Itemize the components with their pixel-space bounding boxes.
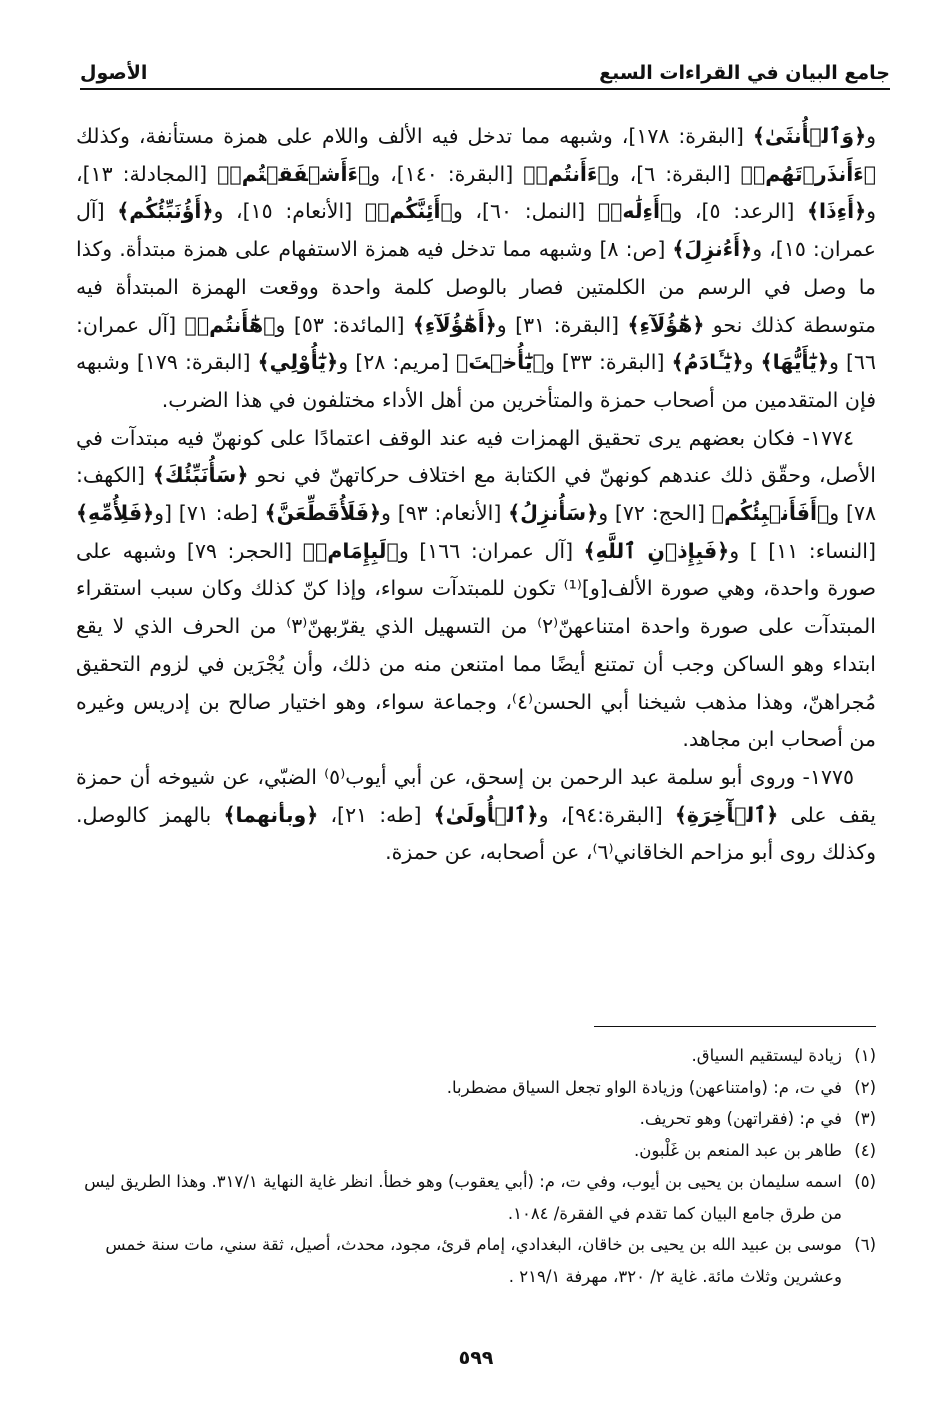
quran-word: ﴿ءَأَنتُمۡ﴾	[523, 161, 610, 186]
quran-word: ﴿ٱلۡأٓخِرَةِ﴾	[674, 802, 779, 827]
quran-word: ﴿أَفَأَنۢبِئُكُم﴾	[711, 501, 830, 526]
text-run: [طه: ٢١]،	[318, 802, 434, 827]
text-run: [البقرة: ١٧٩] وشبهه فإن المتقدمين من أصحاب حمزة والمتأخرين من أهل الأداء مختلفون في هذا الضرب.	[76, 350, 876, 412]
footnote-number: (٣)	[854, 1109, 876, 1128]
footnote-text: موسى بن عبيد الله بن يحيى بن خاقان، البغدادي، إمام قرئ، مجود، محدث، أصيل، ثقة سني، مات سنة خمس وعشرين وثلاث مائة. غاية ٢/ ٣٢٠، مهرفة ٢١٩/١ .	[105, 1235, 842, 1286]
quran-word: ﴿أَءُنزِلَ﴾	[672, 237, 753, 262]
text-run: [البقرة:٩٤]، و	[538, 802, 675, 827]
quran-word: ﴿يَٰٓأُوْلِي﴾	[257, 350, 339, 375]
quran-word: ﴿فَبِإِذۡنِ ٱللَّهِ﴾	[583, 538, 730, 563]
footnote	[76, 1072, 876, 1104]
footnote-text: طاهر بن عبد المنعم بن غَلْبون.	[633, 1140, 842, 1160]
footnote-separator	[594, 1026, 876, 1027]
running-header	[80, 58, 890, 90]
text-run: بالهمز كالوصل. وكذلك روى أبو مزاحم الخاقاني⁽٦⁾، عن أصحابه، عن حمزة.	[76, 802, 876, 865]
page-number: ٥٩٩	[458, 1347, 494, 1369]
quran-word: ﴿وَٱلۡأُنثَىٰ﴾	[752, 124, 867, 148]
footnote-number: (٤)	[854, 1140, 876, 1160]
footnote-text: اسمه سليمان بن يحيى بن أيوب، وفي ت، م: (أبي يعقوب) وهو خطأ. انظر غاية النهاية ٣١٧/١. وهذا الطريق ليس من طرق جامع البيان كما تقدم في الفقرة/ ١٠٨٤.	[84, 1172, 842, 1223]
quran-word: ﴿يَٰٓأَيُّهَا﴾	[760, 350, 829, 375]
footnote-text: في م: (فقراتهن) وهو تحريف.	[639, 1109, 842, 1128]
quran-word: ﴿فَلِأُمِّهِ﴾	[76, 501, 155, 526]
text-run: ١٧٧٥- وروى أبو سلمة عبد الرحمن بن إسحق، عن أبي أيوب⁽٥⁾ الضبّي، عن شيوخه أن حمزة يقف على	[76, 764, 877, 827]
quran-word: ﴿وبأنهما﴾	[223, 802, 319, 827]
footnote	[76, 1040, 876, 1072]
book-title: جامع البيان في القراءات السبع	[599, 62, 890, 84]
text-run: [ص: ٨] وشبهه مما تدخل فيه همزة الاستفهام على همزة مبتدأة. وكذا ما وصل في الرسم من الكلمتين فصار بالوصل كلمة واحدة ووقعت الهمزة المبتدأة فيه متوسطة كذلك نحو	[76, 237, 876, 337]
text-run: [طه: ٧١] [و	[154, 501, 265, 526]
quran-word: ﴿فَلَأُقَطِّعَنَّ﴾	[264, 501, 382, 526]
quran-word: ﴿ٱلۡأُولَىٰ﴾	[433, 802, 539, 827]
footnote	[76, 1103, 876, 1135]
footnote	[76, 1135, 876, 1167]
text-run: ١٧٧٤- فكان بعضهم يرى تحقيق الهمزات فيه عند الوقف اعتمادًا على كونهنّ فيه مبتدآت في الأصل، وحقّق ذلك عندهم كونهنّ في الكتابة مع اختلاف حركاتهنّ في نحو	[76, 425, 876, 488]
footnote-number: (٦)	[854, 1235, 876, 1254]
footnote-number: (٢)	[854, 1077, 876, 1097]
footnote-number: (٥)	[854, 1172, 876, 1191]
text-run: [مريم: ٢٨] و	[338, 350, 457, 375]
paragraph	[76, 759, 876, 872]
text-run: [الحج: ٧٢] و	[598, 501, 712, 526]
footnote-text: زيادة ليستقيم السياق.	[691, 1046, 842, 1065]
footnote-number: (١)	[854, 1046, 876, 1065]
quran-word: ﴿أَءِذَا﴾	[807, 199, 867, 224]
text-run: و	[743, 350, 761, 375]
footnotes	[76, 1040, 876, 1292]
text-run: [الأنعام: ١٥]، و	[213, 199, 365, 224]
footnote-text: في ت، م: (وامتناعهن) وزيادة الواو تجعل السياق مضطربا.	[446, 1077, 842, 1097]
text-run: [النساء: ١١] ] و	[729, 538, 876, 563]
quran-word: ﴿هَٰٓؤُلَآءِ﴾	[627, 312, 705, 337]
footnote	[76, 1229, 876, 1292]
text-run: و	[866, 124, 876, 148]
text-run: [الأنعام: ٩٣] و	[381, 501, 509, 526]
section-title: الأصول	[80, 62, 148, 84]
text-run: [آل عمران: ١٥]، و	[76, 199, 876, 262]
text-run: [آل عمران: ١٦٦] و	[398, 538, 584, 563]
quran-word: ﴿يَٰٓـَٔادَمُ﴾	[671, 350, 744, 375]
quran-word: ﴿سَأُنَبِّئُكَ﴾	[152, 463, 249, 488]
footnote	[76, 1166, 876, 1229]
text-run: [الحجر: ٧٩] وشبهه على صورة واحدة، وهي صورة الألف[و]⁽¹⁾ تكون للمبتدآت سواء، وإذا كنّ كذلك وكان سبب استقراء المبتدآت على صورة واحدة امتناعهنّ⁽٢⁾ من التسهيل الذي يقرّبهنّ⁽٣⁾ من الحرف الذي لا يقع ابتداء وهو الساكن وجب أن تمتنع أيضًا مما امتنعن منه من ذلك، وأن يُجْرَين في لزوم التحقيق مُجراهنّ، وهذا مذهب شيخنا أبي الحسن⁽٤⁾، وجماعة سواء، وهو اختيار صالح بن إدريس وغيره من أصحاب ابن مجاهد.	[76, 538, 876, 752]
text-run: [النمل: ٦٠]، و	[452, 199, 598, 224]
quran-word: ﴿أَءِلَٰهٞ﴾	[597, 199, 673, 224]
quran-word: ﴿سَأُنزِلُ﴾	[508, 501, 599, 526]
quran-word: ﴿هَٰٓأَنتُمۡ﴾	[184, 312, 276, 337]
text-run: [البقرة: ٣٣] و	[544, 350, 672, 375]
text-run: [البقرة: ٣١] و	[496, 312, 628, 337]
quran-word: ﴿ءَأَشۡفَقۡتُمۡ﴾	[217, 161, 371, 186]
main-text	[76, 118, 876, 872]
text-run: [الكهف: ٧٨] و	[76, 463, 876, 526]
quran-word: ﴿يَٰٓأُخۡتَ﴾	[456, 350, 545, 375]
paragraph	[76, 118, 876, 420]
text-run: [البقرة: ٦]، و	[609, 161, 741, 186]
quran-word: ﴿أَؤُنَبِّئُكُم﴾	[117, 199, 214, 224]
text-run: [البقرة: ١٧٨]، وشبهه مما تدخل فيه الألف واللام على همزة مستأنفة، وكذلك	[76, 124, 753, 148]
text-run: [المائدة: ٥٣] و	[275, 312, 413, 337]
text-run: [الرعد: ٥]، و	[672, 199, 808, 224]
text-run: [آل عمران: ٦٦] و	[76, 312, 877, 375]
text-run: [المجادلة: ١٣]، و	[76, 161, 877, 224]
paragraph	[76, 420, 876, 759]
quran-word: ﴿أَهَٰٓؤُلَآءِ﴾	[412, 312, 497, 337]
text-run: [البقرة: ١٤٠]، و	[370, 161, 524, 186]
quran-word: ﴿أَئِنَّكُمۡ﴾	[364, 199, 453, 224]
quran-word: ﴿لَبِإِمَامٖ﴾	[302, 538, 399, 563]
quran-word: ﴿ءَأَنذَرۡتَهُمۡ﴾	[740, 161, 877, 186]
